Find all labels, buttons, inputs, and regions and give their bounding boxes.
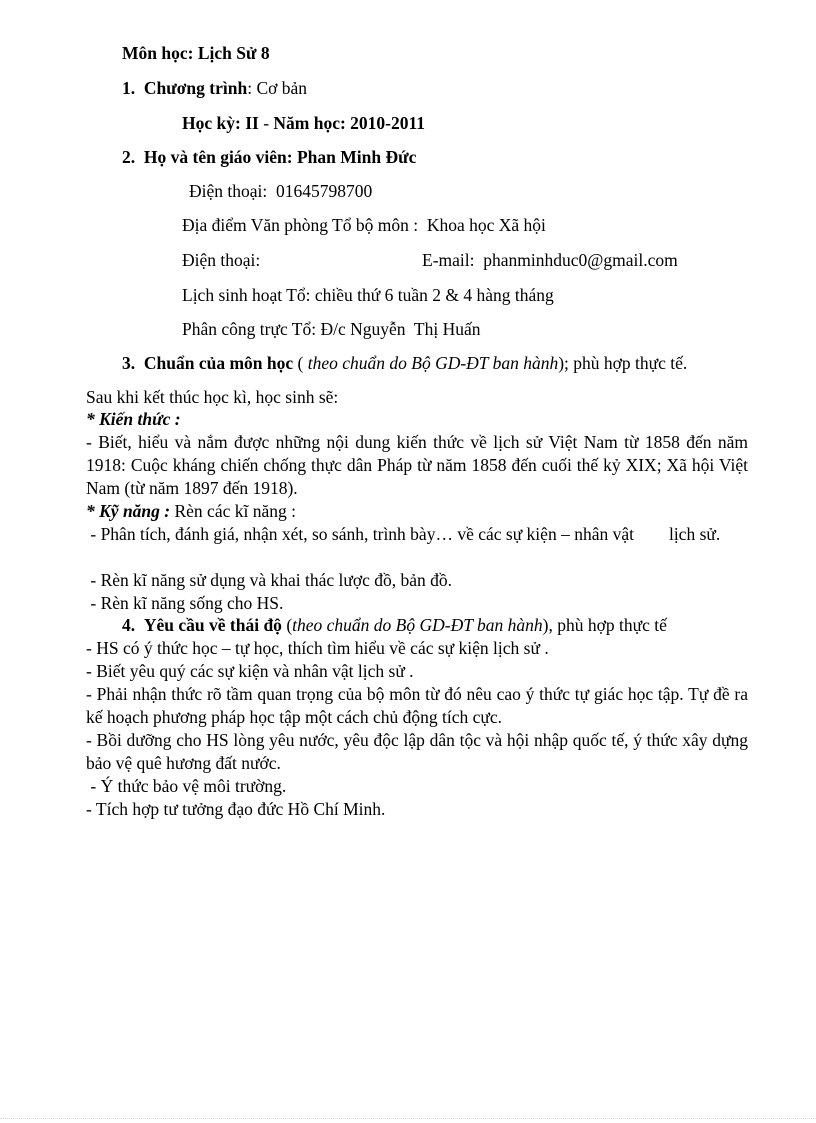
section-4-number: 4.: [122, 615, 136, 635]
section-2-heading: [122, 146, 416, 168]
knowledge-text: - Biết, hiểu và nắm được những nội dung kiến thức về lịch sử Việt Nam từ 1858 đến năm 1918: Cuộc kháng chiến chống thực dân Pháp từ năm 1858 đến cuối thế kỷ XIX; Xã hội Việt Nam (từ năm 1897 đến 1918).: [86, 432, 748, 498]
meeting-schedule: Lịch sinh hoạt Tổ: chiều thứ 6 tuần 2 & 4 hàng tháng: [182, 285, 554, 305]
intro-text: Sau khi kết thúc học kì, học sinh sẽ:: [86, 387, 339, 407]
section-4-title: Yêu cầu về thái độ: [143, 615, 282, 635]
semester-label: Học kỳ: II: [182, 113, 259, 133]
section-1-number: 1.: [122, 78, 136, 98]
teacher-phone: Điện thoại: 01645798700: [189, 181, 373, 201]
attitude-item-1: - HS có ý thức học – tự học, thích tìm hiểu về các sự kiện lịch sử .: [86, 638, 549, 658]
page-bottom-divider: [0, 1118, 816, 1119]
duty-assignment: Phân công trực Tổ: Đ/c Nguyễn Thị Huấn: [182, 319, 481, 339]
skill-item-3: - Rèn kĩ năng sống cho HS.: [86, 593, 284, 613]
attitude-item-6: - Tích hợp tư tưởng đạo đức Hồ Chí Minh.: [86, 799, 386, 819]
office-phone-label: Điện thoại:: [182, 250, 261, 270]
section-4-heading: 4. Yêu cầu về thái độ (theo chuẩn do Bộ GD-ĐT ban hành), phù hợp thực tế: [122, 615, 667, 635]
skill-item-1: - Phân tích, đánh giá, nhận xét, so sánh, trình bày… về các sự kiện – nhân vật lịch sử.: [86, 524, 721, 544]
section-3-heading: 3. Chuẩn của môn học ( theo chuẩn do Bộ GD-ĐT ban hành); phù hợp thực tế.: [122, 353, 688, 373]
school-year-label: Năm học: 2010-2011: [273, 113, 426, 133]
skills-heading-label: * Kỹ năng :: [86, 501, 171, 521]
semester-line: [182, 112, 425, 134]
section-3-number: 3.: [122, 353, 136, 373]
section-3-note: theo chuẩn do Bộ GD-ĐT ban hành: [303, 353, 559, 373]
subject-title: Môn học: Lịch Sử 8: [122, 43, 270, 63]
skills-heading: * Kỹ năng : Rèn các kĩ năng :: [86, 501, 296, 521]
section-1-value: : Cơ bản: [247, 78, 308, 98]
office-email: E-mail: phanminhduc0@gmail.com: [422, 250, 678, 270]
skill-item-2: - Rèn kĩ năng sử dụng và khai thác lược đồ, bản đồ.: [86, 570, 452, 590]
attitude-item-4: - Bồi dưỡng cho HS lòng yêu nước, yêu độc lập dân tộc và hội nhập quốc tế, ý thức xây dựng bảo vệ quê hương đất nước.: [86, 730, 748, 773]
office-location: Địa điểm Văn phòng Tổ bộ môn : Khoa học Xã hội: [182, 215, 546, 235]
attitude-item-5: - Ý thức bảo vệ môi trường.: [86, 776, 287, 796]
section-1-title: Chương trình: [143, 78, 248, 98]
section-4-note: theo chuẩn do Bộ GD-ĐT ban hành: [292, 615, 543, 635]
attitude-item-3: - Phải nhận thức rõ tầm quan trọng của bộ môn từ đó nêu cao ý thức tự giác học tập. Tự đề ra kế hoạch phương pháp học tập một cách chủ động tích cực.: [86, 684, 748, 727]
semester-separator: -: [258, 113, 274, 133]
section-3-title: Chuẩn của môn học: [143, 353, 294, 373]
section-2-number: 2.: [122, 147, 136, 167]
knowledge-heading: * Kiến thức :: [86, 409, 181, 429]
teacher-name: Họ và tên giáo viên: Phan Minh Đức: [143, 147, 417, 167]
section-1-heading: [122, 77, 307, 99]
attitude-item-2: - Biết yêu quý các sự kiện và nhân vật lịch sử .: [86, 661, 414, 681]
